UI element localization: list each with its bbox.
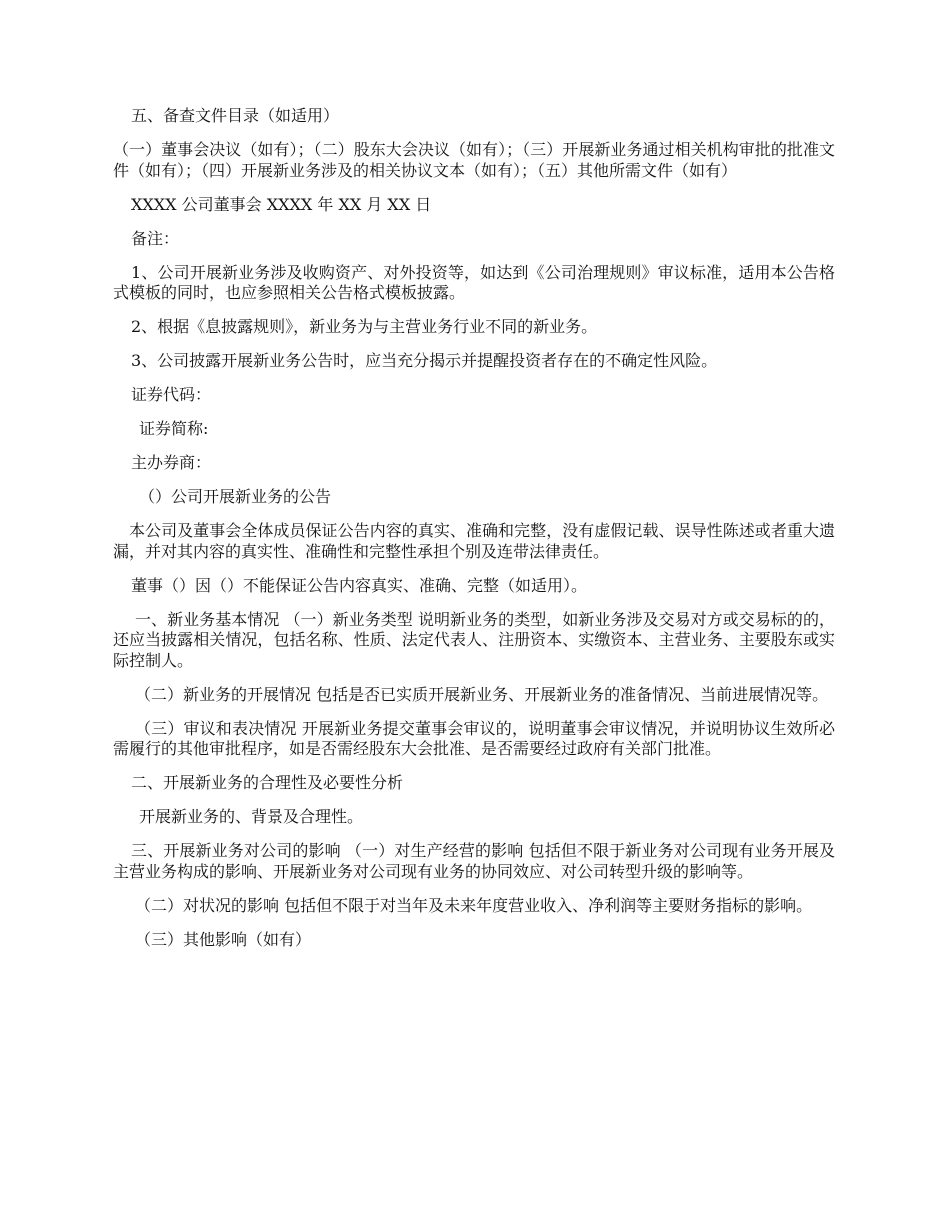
remark-2: 2、根据《息披露规则》，新业务为与主营业务行业不同的新业务。 [131, 317, 598, 336]
section-2-content: 开展新业务的、背景及合理性。 [139, 807, 364, 826]
section-2-heading: 二、开展新业务的合理性及必要性分析 [131, 773, 404, 792]
section-3-financial-impact: （二）对状况的影响 包括但不限于对当年及未来年度营业收入、净利润等主要财务指标的影响。 [135, 895, 813, 915]
section-3-other-impact: （三）其他影响（如有） [135, 929, 312, 949]
lead-broker-label: 主办券商： [131, 453, 212, 472]
section-1-basic-info: 一、新业务基本情况 （一）新业务类型 说明新业务的类型，如新业务涉及交易对方或交易标的的，还应当披露相关情况，包括名称、性质、法定代表人、注册资本、实缴资本、主营业务、主要股东或实际控制人。 [113, 609, 835, 670]
signature-date-line: XXXX 公司董事会 XXXX 年 XX 月 XX 日 [131, 194, 432, 214]
security-abbr-label: 证券简称: [139, 419, 209, 438]
board-guarantee-statement: 本公司及董事会全体成员保证公告内容的真实、准确和完整，没有虚假记载、误导性陈述或者重大遗漏，并对其内容的真实性、准确性和完整性承担个别及连带法律责任。 [113, 521, 835, 561]
announcement-title: （）公司开展新业务的公告 [139, 487, 332, 506]
section-heading-documents: 五、备查文件目录（如适用） [131, 106, 340, 125]
section-1-review: （三）审议和表决情况 开展新业务提交董事会审议的，说明董事会审议情况，并说明协议生效所必需履行的其他审批程序，如是否需经股东大会批准、是否需要经过政府有关部门批准。 [113, 718, 835, 758]
remark-1: 1、公司开展新业务涉及收购资产、对外投资等，如达到《公司治理规则》审议标准，适用本公告格式模板的同时，也应参照相关公告格式模板披露。 [113, 262, 835, 302]
section-3-operations-impact: 三、开展新业务对公司的影响 （一）对生产经营的影响 包括但不限于新业务对公司现有业务开展及主营业务构成的影响、开展新业务对公司现有业务的协同效应、对公司转型升级的影响等。 [113, 841, 835, 881]
remark-3: 3、公司披露开展新业务公告时，应当充分揭示并提醒投资者存在的不确定性风险。 [131, 351, 718, 370]
section-1-progress: （二）新业务的开展情况 包括是否已实质开展新业务、开展新业务的准备情况、当前进展情况等。 [135, 684, 829, 704]
remarks-label: 备注： [131, 228, 180, 248]
documents-list: （一）董事会决议（如有）；（二）股东大会决议（如有）；（三）开展新业务通过相关机构审批的批准文件（如有）；（四）开展新业务涉及的相关协议文本（如有）；（五）其他所需文件（如有） [113, 140, 835, 180]
security-code-label: 证券代码： [131, 385, 212, 404]
director-exception-statement: 董事（）因（）不能保证公告内容真实、准确、完整（如适用）。 [131, 575, 588, 595]
document-body [113, 106, 835, 964]
